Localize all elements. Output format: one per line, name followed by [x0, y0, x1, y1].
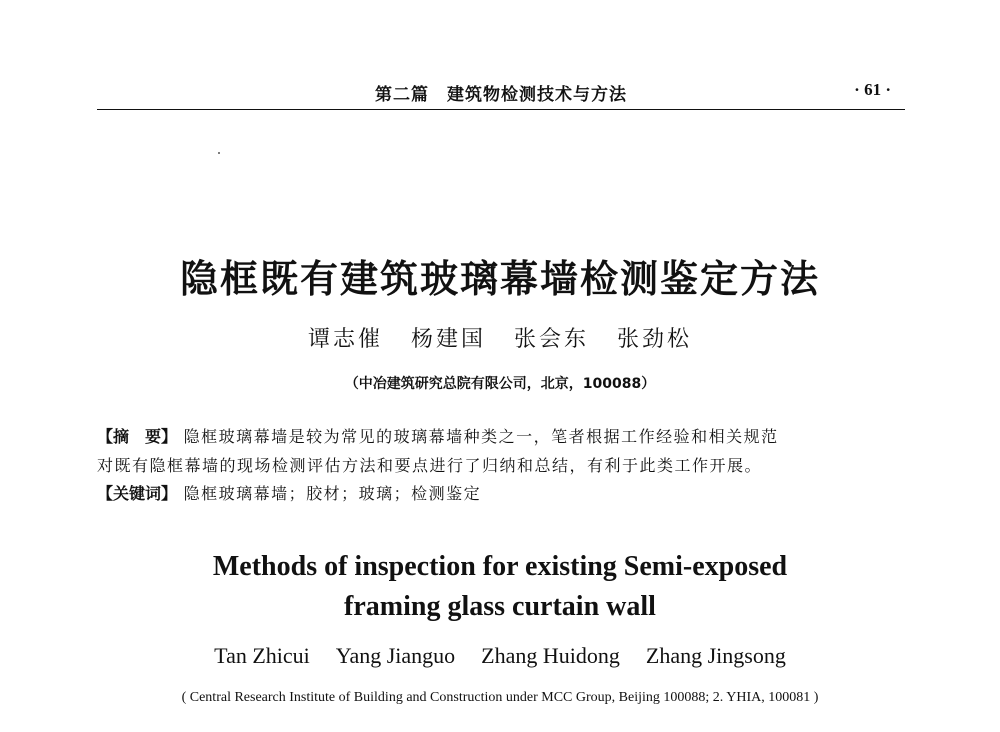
- keyword: 玻璃；: [358, 484, 412, 503]
- author-cn: 谭志催: [307, 327, 383, 352]
- author-cn: 张会东: [514, 327, 590, 352]
- author-cn: 张劲松: [617, 327, 693, 352]
- author-cn: 杨建国: [410, 327, 486, 352]
- header-rule: [97, 109, 905, 110]
- author-en: Tan Zhicui: [214, 643, 310, 668]
- author-en: Zhang Jingsong: [645, 643, 786, 668]
- title-en-line: framing glass curtain wall: [344, 591, 656, 622]
- keyword: 隐框玻璃幕墙；: [183, 484, 307, 503]
- abstract-line: 隐框玻璃幕墙是较为常见的玻璃幕墙种类之一，笔者根据工作经验和相关规范: [183, 427, 779, 446]
- paper-title-cn: 隐框既有建筑玻璃幕墙检测鉴定方法: [179, 256, 820, 301]
- abstract-line: 对既有隐框幕墙的现场检测评估方法和要点进行了归纳和总结，有利于此类工作开展。: [97, 456, 763, 475]
- abstract-cn: [97, 422, 905, 480]
- affiliation-cn: （中冶建筑研究总院有限公司，北京，100088）: [344, 376, 656, 392]
- author-en: Yang Jianguo: [335, 643, 456, 668]
- page-number: · 61 ·: [854, 80, 891, 99]
- abstract-tag: 【摘 要】: [97, 427, 178, 446]
- authors-cn: [0, 322, 1000, 353]
- keyword: 检测鉴定: [411, 484, 482, 503]
- keywords-cn: [97, 481, 905, 504]
- title-en-line: Methods of inspection for existing Semi-exposed: [212, 551, 788, 582]
- running-header: [97, 80, 905, 112]
- keywords-tag: 【关键词】: [97, 484, 178, 503]
- paper-title-en: [0, 547, 1000, 627]
- author-en: Zhang Huidong: [481, 643, 620, 668]
- scan-speck: [218, 152, 220, 154]
- affiliation-en: ( Central Research Institute of Building and Construction under MCC Group, Beijing 100088; 2. YHIA, 100081 ): [181, 690, 819, 705]
- part-label: 第二篇: [375, 85, 429, 105]
- section-label: 建筑物检测技术与方法: [447, 85, 627, 105]
- keyword: 胶材；: [306, 484, 359, 503]
- authors-en: [0, 643, 1000, 669]
- running-header-section: [97, 80, 905, 105]
